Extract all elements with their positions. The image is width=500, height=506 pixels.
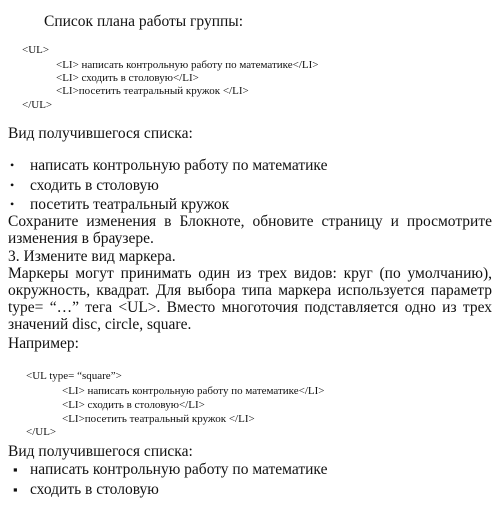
code-li-2: <LI> сходить в столовую</LI> xyxy=(62,399,205,411)
list-item: написать контрольную работу по математике xyxy=(30,461,328,478)
list-item: посетить театральный кружок xyxy=(30,196,230,213)
list-title: Список плана работы группы: xyxy=(44,13,244,30)
code-li-1: <LI> написать контрольную работу по математике</LI> xyxy=(56,59,319,71)
code-li-1: <LI> написать контрольную работу по математике</LI> xyxy=(62,385,325,397)
result-heading-2: Вид получившегося списка: xyxy=(8,443,193,460)
example-label: Например: xyxy=(8,335,79,352)
bullet-disc-icon: • xyxy=(10,158,15,172)
list-item: сходить в столовую xyxy=(30,481,159,498)
code-li-3: <LI>посетить театральный кружок </LI> xyxy=(62,413,255,425)
list-item: сходить в столовую xyxy=(30,177,159,194)
code-ul-open: <UL> xyxy=(22,44,50,56)
bullet-square-icon: ▪ xyxy=(13,462,18,477)
paragraph-save: Сохраните изменения в Блокноте, обновите страницу и просмотрите изменения в браузере. xyxy=(8,213,492,247)
code-li-2: <LI> сходить в столовую</LI> xyxy=(56,72,199,84)
code-li-3: <LI>посетить театральный кружок </LI> xyxy=(56,85,249,97)
step-3-heading: 3. Измените вид маркера. xyxy=(8,248,176,265)
code-ul-open: <UL type= “square”> xyxy=(26,370,122,382)
paragraph-markers: Маркеры могут принимать один из трех видов: круг (по умолчанию), окружность, квадрат. Для выбора типа маркера используется параметр type= “…” тега <UL>. Вместо многоточия подставляется одно из трех значений disc, circle, square. xyxy=(8,265,492,333)
bullet-disc-icon: • xyxy=(10,178,15,192)
code-ul-close: </UL> xyxy=(22,99,53,111)
code-ul-close: </UL> xyxy=(26,426,57,438)
bullet-square-icon: ▪ xyxy=(13,482,18,497)
result-heading-1: Вид получившегося списка: xyxy=(8,125,193,142)
bullet-disc-icon: • xyxy=(10,197,15,211)
list-item: написать контрольную работу по математике xyxy=(30,157,328,174)
